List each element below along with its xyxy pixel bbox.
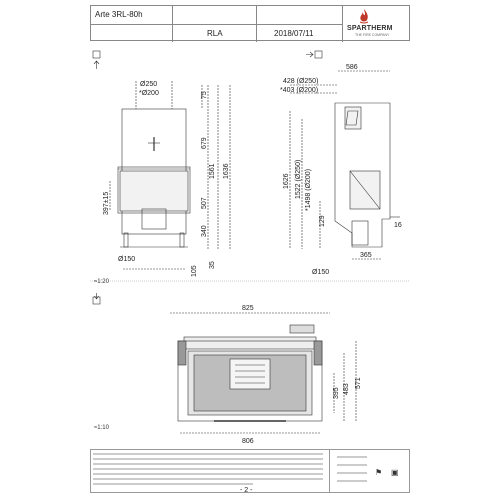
dim-front-679: 679 <box>201 137 208 149</box>
brand-name: SPARTHERM <box>347 25 393 32</box>
scale-top: ≈1:20 <box>94 279 109 285</box>
dim-side-1498: *1498 (Ø200) <box>305 168 312 211</box>
dim-front-outlet-200: *Ø200 <box>139 90 159 97</box>
front-view-icon <box>93 51 100 58</box>
dim-front-1636: 1636 <box>223 163 230 179</box>
ce-mark-icon: ▣ <box>391 468 399 477</box>
dim-front-105: 105 <box>191 265 198 277</box>
page-number: - 2 - <box>240 487 253 494</box>
dim-plan-825: 825 <box>242 305 254 312</box>
drawing-sheet <box>90 5 410 495</box>
technical-drawing <box>90 41 410 449</box>
dim-front-outlet-250: Ø250 <box>140 81 158 88</box>
side-view <box>290 71 400 259</box>
dim-side-365: 365 <box>360 252 372 259</box>
flag-icon: ⚑ <box>375 468 383 477</box>
plan-view <box>170 313 356 433</box>
dim-side-1522: 1522 (Ø250) <box>295 159 302 199</box>
arrow-up-icon <box>94 61 99 69</box>
dim-plan-571: 571 <box>355 377 362 389</box>
dim-side-586: 586 <box>346 64 358 71</box>
dim-front-397: 397±15 <box>103 191 110 215</box>
date-label: 2018/07/11 <box>274 29 314 38</box>
side-view-icon <box>315 51 322 58</box>
dim-plan-395: 395 <box>333 387 340 399</box>
dim-front-air-150: Ø150 <box>118 256 136 263</box>
dim-side-403: *403 (Ø200) <box>280 87 319 94</box>
flame-logo-icon <box>357 8 371 24</box>
arrow-right-icon <box>306 52 313 57</box>
dim-side-air-150: Ø150 <box>312 269 330 276</box>
dim-plan-806: 806 <box>242 438 254 445</box>
variant-label: RLA <box>207 29 223 38</box>
scale-bottom: ≈1:10 <box>94 425 109 431</box>
dim-front-507: 507 <box>201 197 208 209</box>
model-name: Arte 3RL-80h <box>95 10 143 19</box>
dim-front-1561: 1561 <box>209 163 216 179</box>
dim-side-16: 16 <box>394 222 402 229</box>
title-block <box>90 5 410 41</box>
brand-subtitle: THE FIRE COMPANY <box>355 33 390 37</box>
dim-side-428: 428 (Ø250) <box>283 78 319 85</box>
dim-side-1626: 1626 <box>283 173 290 189</box>
dim-front-340: 340 <box>201 225 208 237</box>
dim-plan-483: 483 <box>343 383 350 395</box>
dim-front-75: 75 <box>201 91 208 99</box>
dim-side-129: 129 <box>319 215 326 227</box>
dim-front-35: 35 <box>209 261 216 269</box>
